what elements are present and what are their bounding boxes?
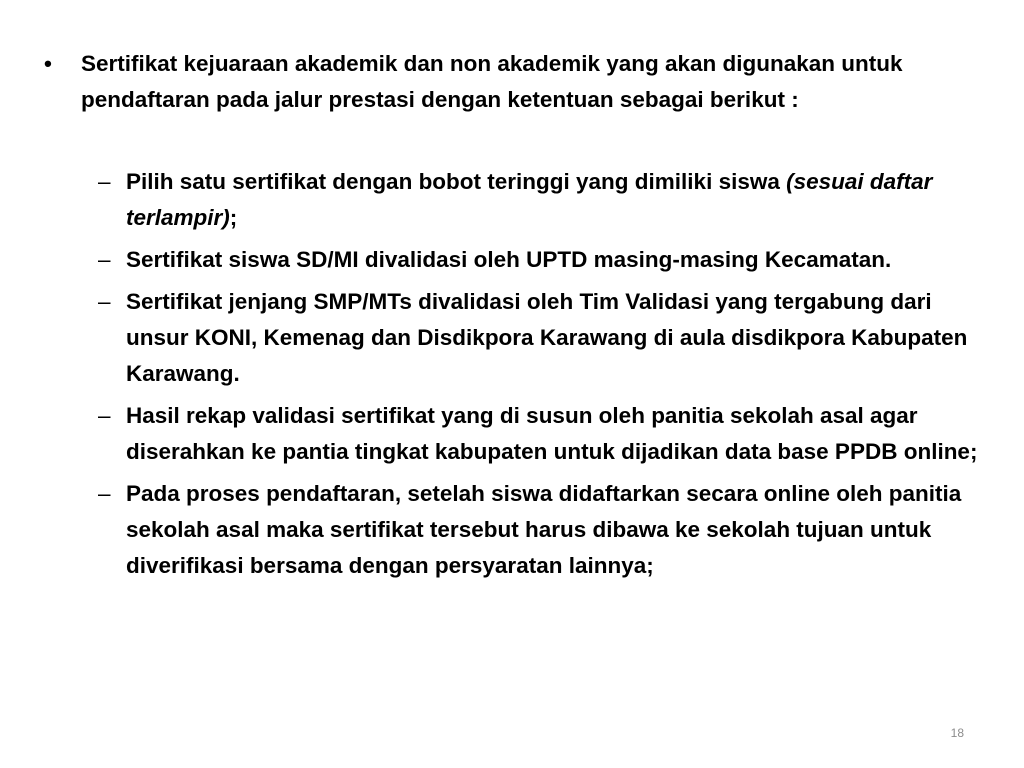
dash-bullet-icon: –	[98, 403, 111, 428]
dash-bullet-icon: –	[98, 169, 111, 194]
sub-bullet-text: Sertifikat jenjang SMP/MTs divalidasi oleh Tim Validasi yang tergabung dari unsur KONI, Kemenag dan Disdikpora Karawang di aula disdikpora Kabupaten Karawang.	[126, 289, 968, 386]
page-number: 18	[950, 726, 964, 740]
sub-bullet-list	[98, 164, 978, 590]
sub-bullet-text-tail: ;	[229, 205, 238, 230]
sub-bullet-text: Sertifikat siswa SD/MI divalidasi oleh UPTD masing-masing Kecamatan.	[126, 247, 892, 272]
sub-bullet-item	[98, 164, 978, 236]
sub-bullet-item	[98, 398, 978, 470]
sub-bullet-item	[98, 476, 978, 584]
main-bullet-text: Sertifikat kejuaraan akademik dan non akademik yang akan digunakan untuk pendaftaran pada jalur prestasi dengan ketentuan sebagai berikut :	[81, 51, 903, 112]
sub-bullet-text-main: Pilih satu sertifikat dengan bobot teringgi yang dimiliki siswa	[126, 169, 787, 194]
dash-bullet-icon: –	[98, 247, 111, 272]
sub-bullet-text: Hasil rekap validasi sertifikat yang di susun oleh panitia sekolah asal agar diserahkan ke pantia tingkat kabupaten untuk dijadikan data base PPDB online;	[126, 403, 978, 464]
sub-bullet-italic-note: (sesuai daftar terlampir)	[126, 169, 933, 230]
sub-bullet-text	[126, 164, 978, 236]
dash-bullet-icon: –	[98, 481, 111, 506]
sub-bullet-item	[98, 242, 978, 278]
sub-bullet-text: Pada proses pendaftaran, setelah siswa didaftarkan secara online oleh panitia sekolah asal maka sertifikat tersebut harus dibawa ke sekolah tujuan untuk diverifikasi bersama dengan persyaratan lainnya;	[126, 481, 962, 578]
dash-bullet-icon: –	[98, 289, 111, 314]
sub-bullet-item	[98, 284, 978, 392]
bullet-dot-icon: •	[44, 51, 52, 76]
